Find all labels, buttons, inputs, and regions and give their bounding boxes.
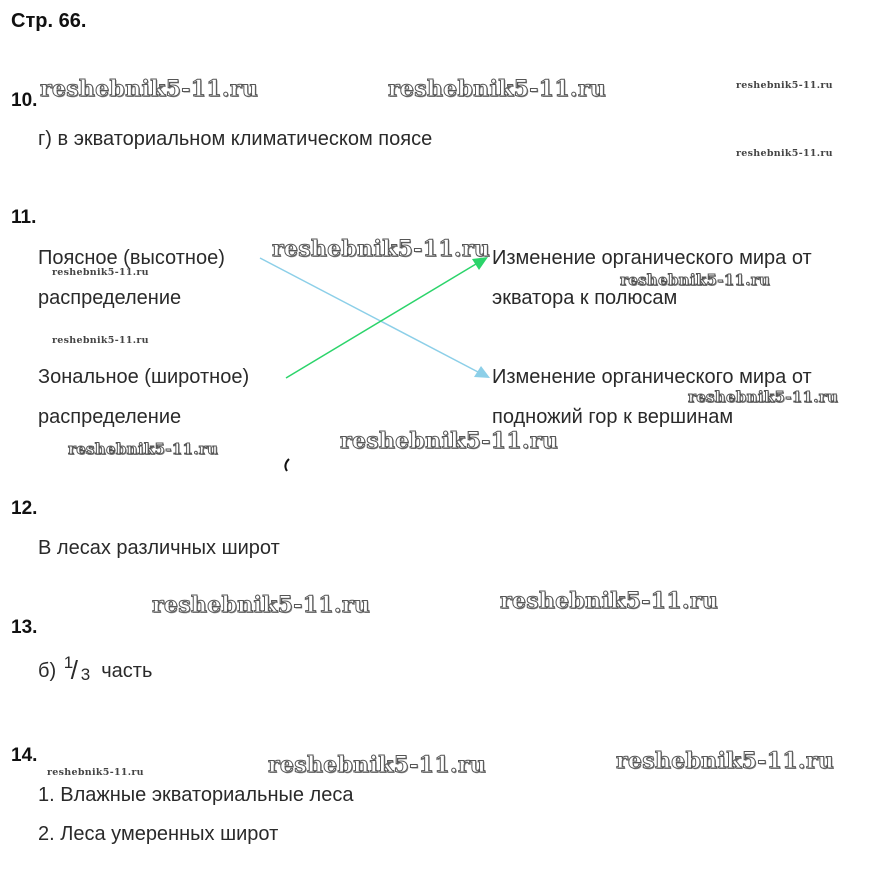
stray-mark [285,459,289,471]
question-13-answer [38,653,153,685]
watermark: reshebnik5-11.ru [616,748,835,774]
question-14-number: 14. [11,745,38,766]
question-13-number: 13. [11,617,38,638]
watermark: reshebnik5-11.ru [152,592,371,618]
watermark: reshebnik5-11.ru [52,267,149,278]
q14-item-2: 2. Леса умеренных широт [38,823,279,845]
watermark: reshebnik5-11.ru [688,388,839,406]
watermark: reshebnik5-11.ru [47,767,144,778]
q13-suffix: часть [101,660,153,682]
q11-right-2-line2: подножий гор к вершинам [492,406,734,428]
watermark: reshebnik5-11.ru [736,80,833,91]
q11-left-2-line2: распределение [38,406,182,428]
q11-left-2-line1: Зональное (широтное) [38,366,250,388]
q14-item-1: 1. Влажные экваториальные леса [38,784,354,806]
watermark: reshebnik5-11.ru [388,76,607,102]
page-title: Стр. 66. [11,10,87,32]
question-10-answer: г) в экваториальном климатическом поясе [38,128,433,150]
arrow-belt-to-mountains [260,258,478,372]
q11-right-2-line1: Изменение органического мира от [492,366,812,388]
watermark: reshebnik5-11.ru [272,236,491,262]
question-11-number: 11. [11,207,37,228]
q11-right-1-line1: Изменение органического мира от [492,247,812,269]
arrow-zonal-to-equator [286,264,476,378]
one-third-fraction [62,653,96,685]
watermark: reshebnik5-11.ru [500,588,719,614]
watermark: reshebnik5-11.ru [268,752,487,778]
watermark: reshebnik5-11.ru [620,271,771,289]
watermark: reshebnik5-11.ru [340,428,559,454]
watermark: reshebnik5-11.ru [52,335,149,346]
q11-left-1-line1: Поясное (высотное) [38,247,225,269]
q11-left-1-line2: распределение [38,287,182,309]
fraction-slash: / [70,655,78,685]
q11-right-1-line2: экватора к полюсам [492,287,678,309]
fraction-numerator: 1 [63,653,74,672]
q13-prefix: б) [38,660,57,682]
fraction-denominator: 3 [80,665,91,684]
question-10-number: 10. [11,90,38,111]
question-12-answer: В лесах различных широт [38,537,280,559]
watermark: reshebnik5-11.ru [40,76,259,102]
watermark: reshebnik5-11.ru [736,148,833,159]
question-12-number: 12. [11,498,38,519]
watermark: reshebnik5-11.ru [68,440,219,458]
